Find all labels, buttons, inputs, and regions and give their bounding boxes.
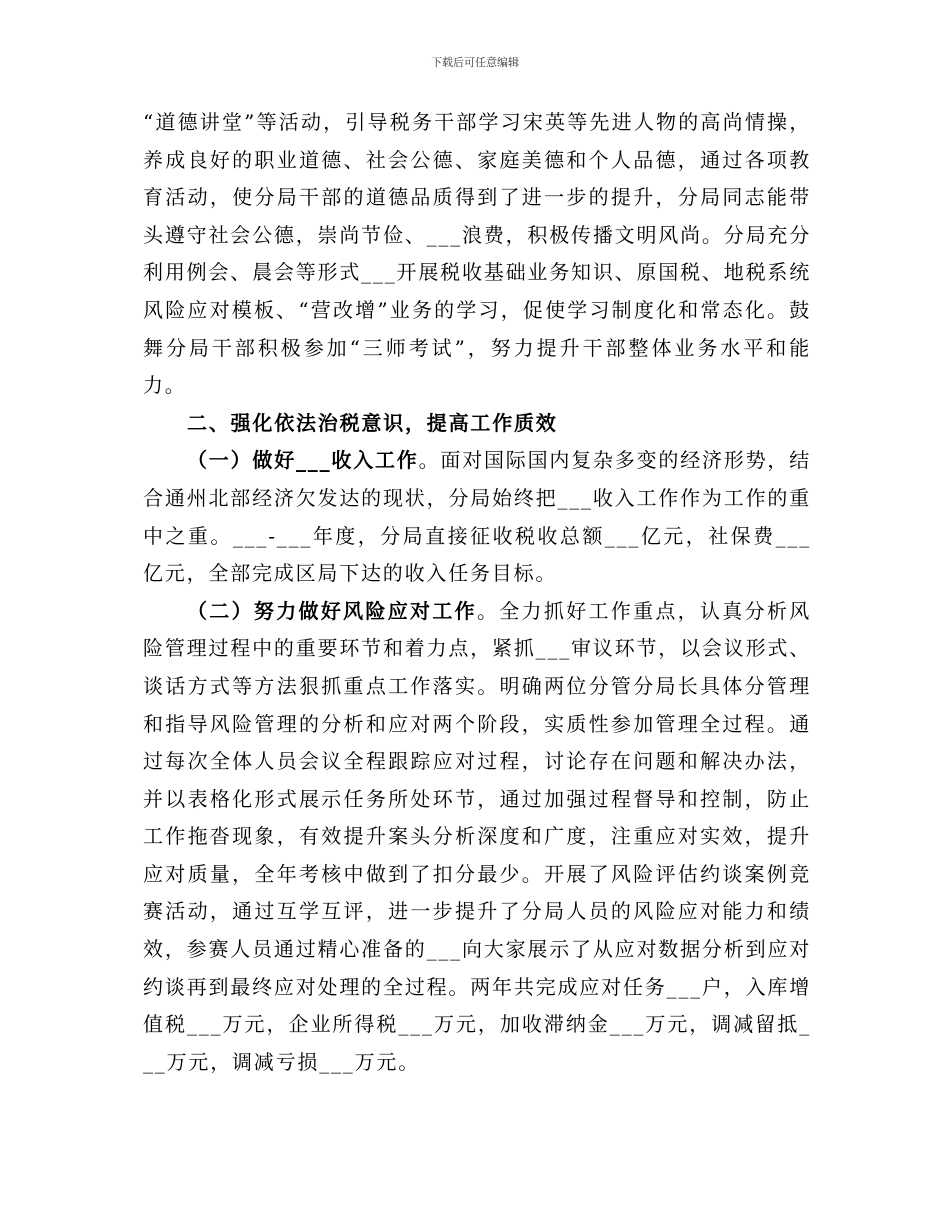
document-body [143,104,811,1081]
paragraph-moral-education: “道德讲堂”等活动，引导税务干部学习宋英等先进人物的高尚情操，养成良好的职业道德、社会公德、家庭美德和个人品德，通过各项教育活动，使分局干部的道德品质得到了进一步的提升，分局同志能带头遵守社会公德，崇尚节俭、___浪费，积极传播文明风尚。分局充分利用例会、晨会等形式___开展税收基础业务知识、原国税、地税系统风险应对模板、“营改增”业务的学习，促使学习制度化和常态化。鼓舞分局干部积极参加“三师考试”，努力提升干部整体业务水平和能力。 [143,110,811,398]
paragraph-revenue-work [143,442,811,592]
paragraph-lead-revenue: （一）做好___收入工作 [187,448,419,473]
section-heading-rule-of-law: 二、强化依法治税意识，提高工作质效 [187,410,558,435]
paragraph-body-risk: 。全力抓好工作重点，认真分析风险管理过程中的重要环节和着力点，紧抓___审议环节，以会议形式、谈话方式等方法狠抓重点工作落实。明确两位分管分局长具体分管理和指导风险管理的分析和应对两个阶段，实质性参加管理全过程。通过每次全体人员会议全程跟踪应对过程，讨论存在问题和解决办法，并以表格化形式展示任务所处环节，通过加强过程督导和控制，防止工作拖沓现象，有效提升案头分析深度和广度，注重应对实效，提升应对质量，全年考核中做到了扣分最少。开展了风险评估约谈案例竞赛活动，通过互学互评，进一步提升了分局人员的风险应对能力和绩效，参赛人员通过精心准备的___向大家展示了从应对数据分析到应对约谈再到最终应对处理的全过程。两年共完成应对任务___户，入库增值税___万元，企业所得税___万元，加收滞纳金___万元，调减留抵___万元，调减亏损___万元。 [143,598,812,1074]
paragraph-risk-response [143,593,811,1082]
page-header: 下载后可任意编辑 [431,56,519,69]
paragraph-lead-risk: （二）努力做好风险应对工作 [187,598,477,623]
paragraph-body-revenue: 。面对国际国内复杂多变的经济形势，结合通州北部经济欠发达的现状，分局始终把___收入工作作为工作的重中之重。___-___年度，分局直接征收税收总额___亿元，社保费___亿元，全部完成区局下达的收入任务目标。 [143,448,812,586]
